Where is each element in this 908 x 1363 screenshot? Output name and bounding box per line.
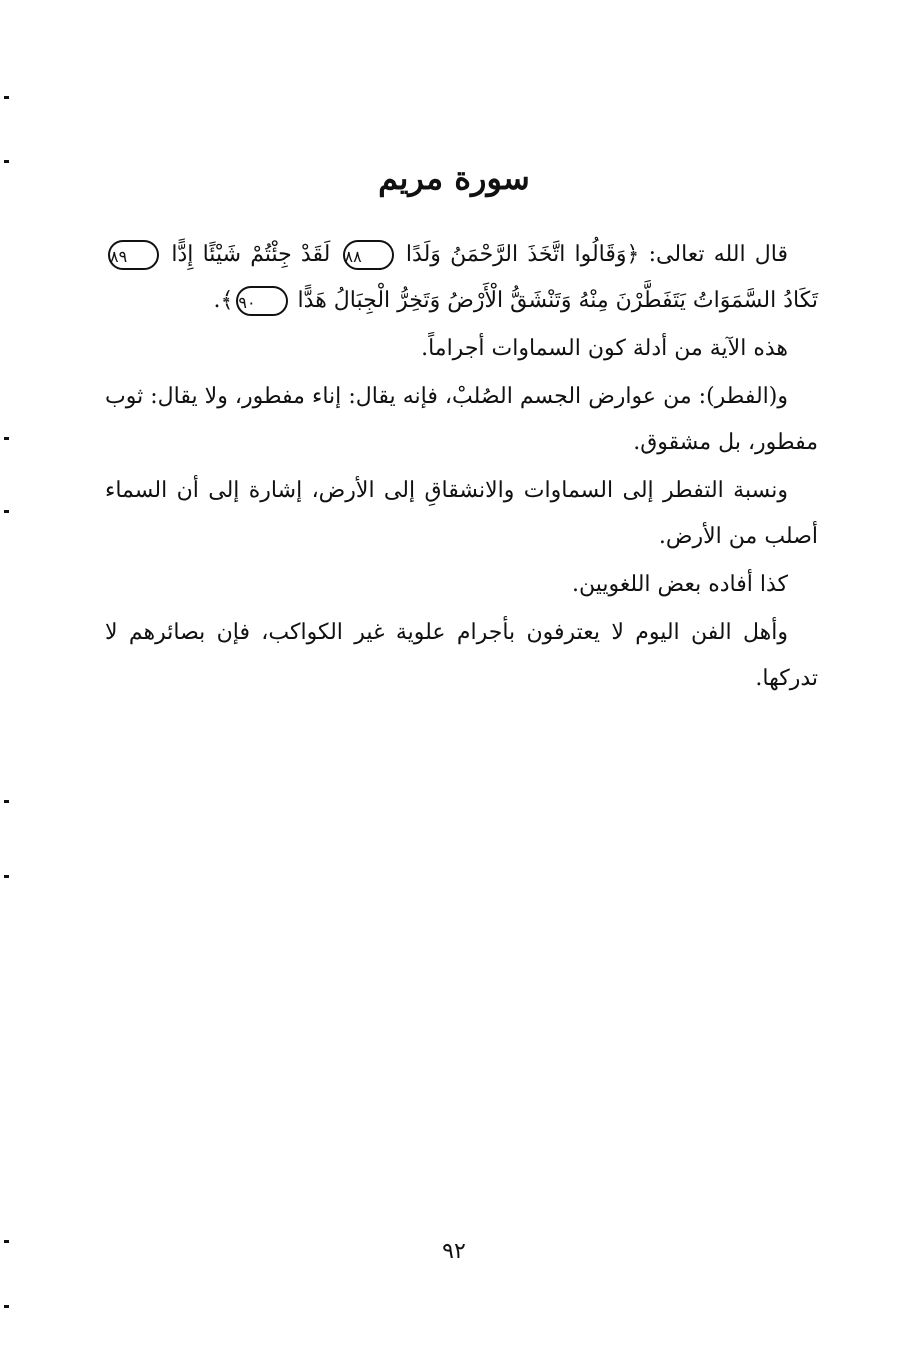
scan-edge-mark bbox=[4, 1305, 9, 1308]
verse-intro: قال الله تعالى: bbox=[639, 242, 788, 267]
ayah-number-90: ٩٠ bbox=[236, 286, 287, 316]
scan-edge-mark bbox=[4, 160, 9, 163]
paragraph-1: هذه الآية من أدلة كون السماوات أجراماً. bbox=[421, 336, 788, 361]
surah-title: سورة مريم bbox=[378, 159, 530, 197]
paragraph-3: ونسبة التفطر إلى السماوات والانشقاقِ إلى الأرض، إشارة إلى أن السماء أصلب من الأرض. bbox=[105, 478, 818, 549]
verse-end-punctuation: . bbox=[213, 288, 221, 313]
scan-edge-mark bbox=[4, 1240, 9, 1243]
page-body bbox=[105, 232, 818, 704]
scan-edge-mark bbox=[4, 800, 9, 803]
paragraph-2: و(الفطر): من عوارض الجسم الصُلبْ، فإنه يقال: إناء مفطور، ولا يقال: ثوب مفطور، بل مشقوق. bbox=[105, 384, 818, 455]
ayah-number-89: ٨٩ bbox=[108, 240, 159, 270]
paragraph-5: وأهل الفن اليوم لا يعترفون بأجرام علوية غير الكواكب، فإن بصائرهم لا تدركها. bbox=[105, 620, 818, 691]
paragraph-4: كذا أفاده بعض اللغويين. bbox=[571, 572, 788, 597]
verse-part-1: وَقَالُوا اتَّخَذَ الرَّحْمَنُ وَلَدًا bbox=[405, 242, 627, 267]
scan-edge-mark bbox=[4, 875, 9, 878]
ayah-number-88: ٨٨ bbox=[343, 240, 394, 270]
scan-edge-mark bbox=[4, 437, 9, 440]
scan-edge-mark bbox=[4, 510, 9, 513]
scan-edge-mark bbox=[4, 96, 9, 99]
verse-close-bracket: ﴾ bbox=[220, 288, 234, 313]
verse-part-2: لَقَدْ جِئْتُمْ شَيْئًا إِدًّا bbox=[171, 242, 331, 267]
page-number: ٩٢ bbox=[442, 1239, 466, 1264]
verse-part-3: تَكَادُ السَّمَوَاتُ يَتَفَطَّرْنَ مِنْهُ وَتَنْشَقُّ الْأَرْضُ وَتَخِرُّ الْجِبَالُ هَدًّا bbox=[297, 288, 818, 313]
verse-paragraph bbox=[105, 232, 818, 324]
verse-open-bracket: ﴿ bbox=[626, 242, 640, 267]
